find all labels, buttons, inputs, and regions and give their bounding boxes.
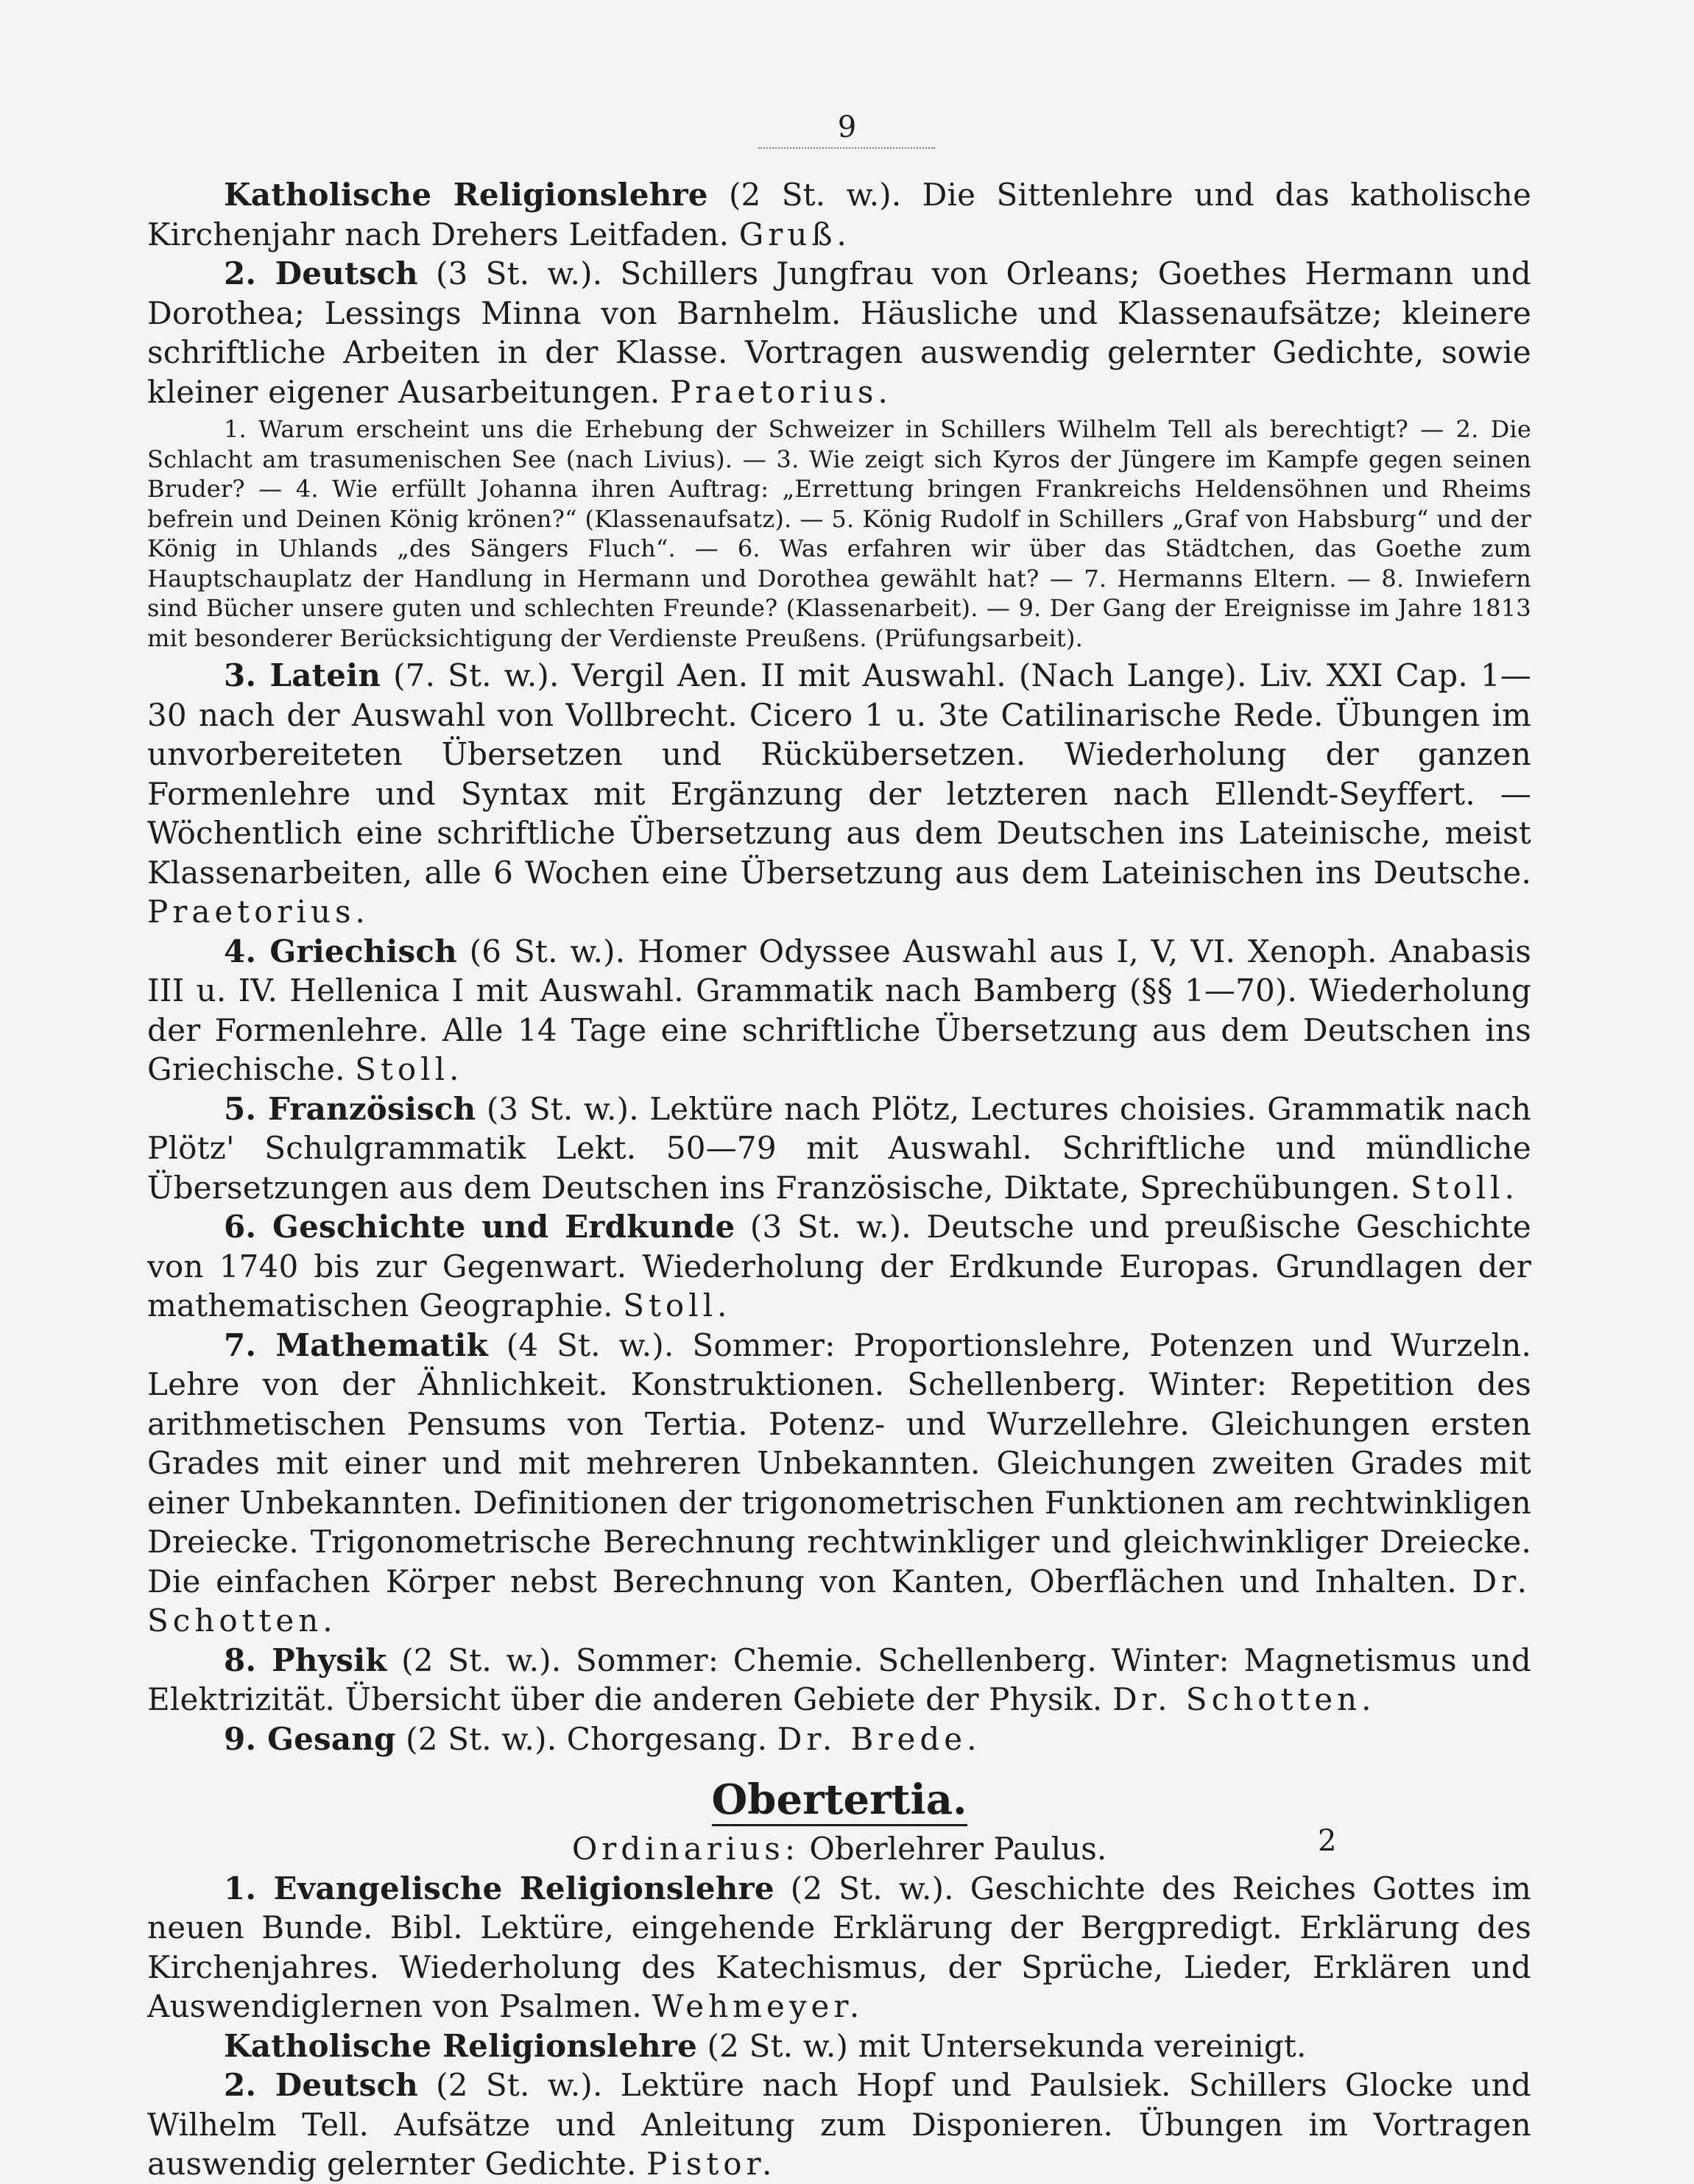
essay-topics: 1. Warum erscheint uns die Erhebung der Schweizer in Schillers Wilhelm Tell als berechtigt? — 2. Die Schlacht am trasumenischen See (nach Livius). — 3. Wie zeigt sich Kyros der Jüngere im Kampfe gegen seinen Bruder? — 4. Wie erfüllt Johanna ihren Auftrag: „Errettung bringen Frankreichs Heldensöhnen und Rheims befrein und Deinen König krönen?“ (Klassenaufsatz). — 5. König Rudolf in Schillers „Graf von Habsburg“ und der König in Uhlands „des Sängers Fluch“. — 6. Was erfahren wir über das Städtchen, das Goethe zum Hauptschauplatz der Handlung in Hermann und Dorothea gewählt hat? — 7. Hermanns Eltern. — 8. Inwiefern sind Bücher unsere guten und schlechten Freunde? (Klassenarbeit). — 9. Der Gang der Ereignisse im Jahre 1813 mit besonderer Berücksichtigung der Verdienste Preußens. (Prüfungsarbeit). — [147, 415, 1531, 652]
subject-name: 6. Geschichte und Erdkunde — [224, 1209, 735, 1245]
paragraph-geschichte — [147, 1207, 1531, 1326]
subject-name: 4. Griechisch — [224, 933, 457, 969]
section-heading-text: Obertertia. — [712, 1775, 967, 1826]
teacher-name: Stoll. — [355, 1051, 464, 1087]
paragraph-text: (2 St. w.). Chorgesang. — [395, 1720, 777, 1757]
paragraph-gesang — [147, 1720, 1531, 1759]
main-text — [147, 175, 1531, 2184]
paragraph-text: (6 St. w.). Homer Odyssee Auswahl aus I, V, VI. Xenoph. Anabasis III u. IV. Hellenica I mit Auswahl. Grammatik nach Bamberg (§§ 1—70). Wiederholung der Formenlehre. Alle 14 Tage eine schriftliche Übersetzung aus dem Deutschen ins Griechische. — [147, 933, 1531, 1087]
section-heading — [147, 1770, 1531, 1829]
paragraph-text: (4 St. w.). Sommer: Proportionslehre, Potenzen und Wurzeln. Lehre von der Ähnlichkeit. Konstruktionen. Schellenberg. Winter: Repetition des arithmetischen Pensums von Tertia. Potenz- und Wurzellehre. Gleichungen ersten Grades mit einer und mit mehreren Unbekannten. Gleichungen zweiten Grades mit einer Unbekannten. Definitionen der trigonometrischen Funktionen am rechtwinkligen Dreiecke. Trigonometrische Berechnung rechtwinkliger und gleichwinkliger Dreiecke. Die einfachen Körper nebst Berechnung von Kanten, Oberflächen und Inhalten. — [147, 1326, 1531, 1600]
ordinarius-label: Ordinarius: — [571, 1831, 800, 1867]
teacher-name: Stoll. — [623, 1287, 732, 1324]
paragraph-deutsch — [147, 254, 1531, 411]
subject-name: 3. Latein — [224, 657, 381, 693]
subject-name: 2. Deutsch — [224, 255, 418, 291]
paragraph-physik — [147, 1641, 1531, 1720]
teacher-name: Praetorius. — [147, 894, 370, 930]
subject-name: Katholische Religionslehre — [224, 2027, 697, 2064]
paragraph-text: (3 St. w.). Schillers Jungfrau von Orleans; Goethes Hermann und Dorothea; Lessings Minna von Barnhelm. Häusliche und Klassenaufsätze; kleinere schriftliche Arbeiten in der Klasse. Vortragen auswendig gelernter Gedichte, sowie kleiner eigener Ausarbeitungen. — [147, 255, 1531, 410]
teacher-name: Dr. Brede. — [777, 1720, 981, 1757]
paragraph-text: (3 St. w.). Lektüre nach Plötz, Lectures choisies. Grammatik nach Plötz' Schulgrammatik Lekt. 50—79 mit Auswahl. Schriftliche und mündliche Übersetzungen aus dem Deutschen ins Französische, Diktate, Sprechübungen. — [147, 1090, 1531, 1206]
teacher-name: Stoll. — [1410, 1169, 1519, 1206]
paragraph-text: (2 St. w.). Die Sittenlehre und das katholische Kirchenjahr nach Drehers Leitfaden. — [147, 177, 1531, 252]
paragraph-latein — [147, 656, 1531, 932]
paragraph-text: (2 St. w.). Sommer: Chemie. Schellenberg. Winter: Magnetismus und Elektrizität. Übersicht über die anderen Gebiete der Physik. — [147, 1641, 1531, 1717]
subject-name: 7. Mathematik — [224, 1326, 488, 1363]
ordinarius-value: Oberlehrer Paulus. — [800, 1831, 1107, 1867]
subject-name: 9. Gesang — [224, 1720, 396, 1757]
subject-name: Katholische Religionslehre — [224, 177, 708, 213]
paragraph-text: (2 St. w.). Lektüre nach Hopf und Paulsiek. Schillers Glocke und Wilhelm Tell. Aufsätze und Anleitung zum Disponieren. Übungen im Vortragen auswendig gelernter Gedichte. — [147, 2067, 1531, 2182]
paragraph-text: (2 St. w.). Geschichte des Reiches Gottes im neuen Bunde. Bibl. Lektüre, eingehende Erklärung der Bergpredigt. Erklärung des Kirchenjahres. Wiederholung des Katechismus, der Sprüche, Lieder, Erklären und Auswendiglernen von Psalmen. — [147, 1870, 1531, 2024]
paragraph-deutsch-2 — [147, 2065, 1531, 2184]
teacher-name: Wehmeyer. — [652, 1988, 864, 2024]
subject-name: 2. Deutsch — [224, 2067, 418, 2103]
paragraph-griechisch — [147, 932, 1531, 1089]
paragraph-evangelische-religion — [147, 1869, 1531, 2026]
signature-mark: 2 — [1318, 1824, 1337, 1858]
paragraph-franzoesisch — [147, 1089, 1531, 1208]
ornament-divider — [758, 147, 935, 158]
teacher-name: Pistor. — [646, 2146, 777, 2182]
paragraph-text: (3 St. w.). Deutsche und preußische Geschichte von 1740 bis zur Gegenwart. Wiederholung der Erdkunde Europas. Grundlagen der mathematischen Geographie. — [147, 1209, 1531, 1324]
paragraph-katholische-religion — [147, 175, 1531, 254]
paragraph-mathematik — [147, 1326, 1531, 1641]
paragraph-text: (7. St. w.). Vergil Aen. II mit Auswahl. (Nach Lange). Liv. XXI Cap. 1—30 nach der Auswahl von Vollbrecht. Cicero 1 u. 3te Catilinarische Rede. Übungen im unvorbereiteten Übersetzen und Rückübersetzen. Wiederholung der ganzen Formenlehre und Syntax mit Ergänzung der letzteren nach Ellendt-Seyffert. — Wöchentlich eine schriftliche Übersetzung aus dem Deutschen ins Lateinische, meist Klassenarbeiten, alle 6 Wochen eine Übersetzung aus dem Lateinischen ins Deutsche. — [147, 657, 1531, 891]
subject-name: 8. Physik — [224, 1641, 387, 1678]
teacher-name: Dr. Schotten. — [147, 1563, 1531, 1639]
paragraph-katholische-religion-2 — [147, 2026, 1531, 2066]
teacher-name: Dr. Schotten. — [1112, 1681, 1376, 1717]
paragraph-text: (2 St. w.) mit Untersekunda vereinigt. — [697, 2027, 1307, 2064]
teacher-name: Gruß. — [738, 216, 851, 252]
teacher-name: Praetorius. — [669, 373, 892, 410]
page-number: 9 — [837, 110, 857, 144]
subject-name: 1. Evangelische Religionslehre — [224, 1870, 774, 1906]
subject-name: 5. Französisch — [224, 1090, 476, 1127]
